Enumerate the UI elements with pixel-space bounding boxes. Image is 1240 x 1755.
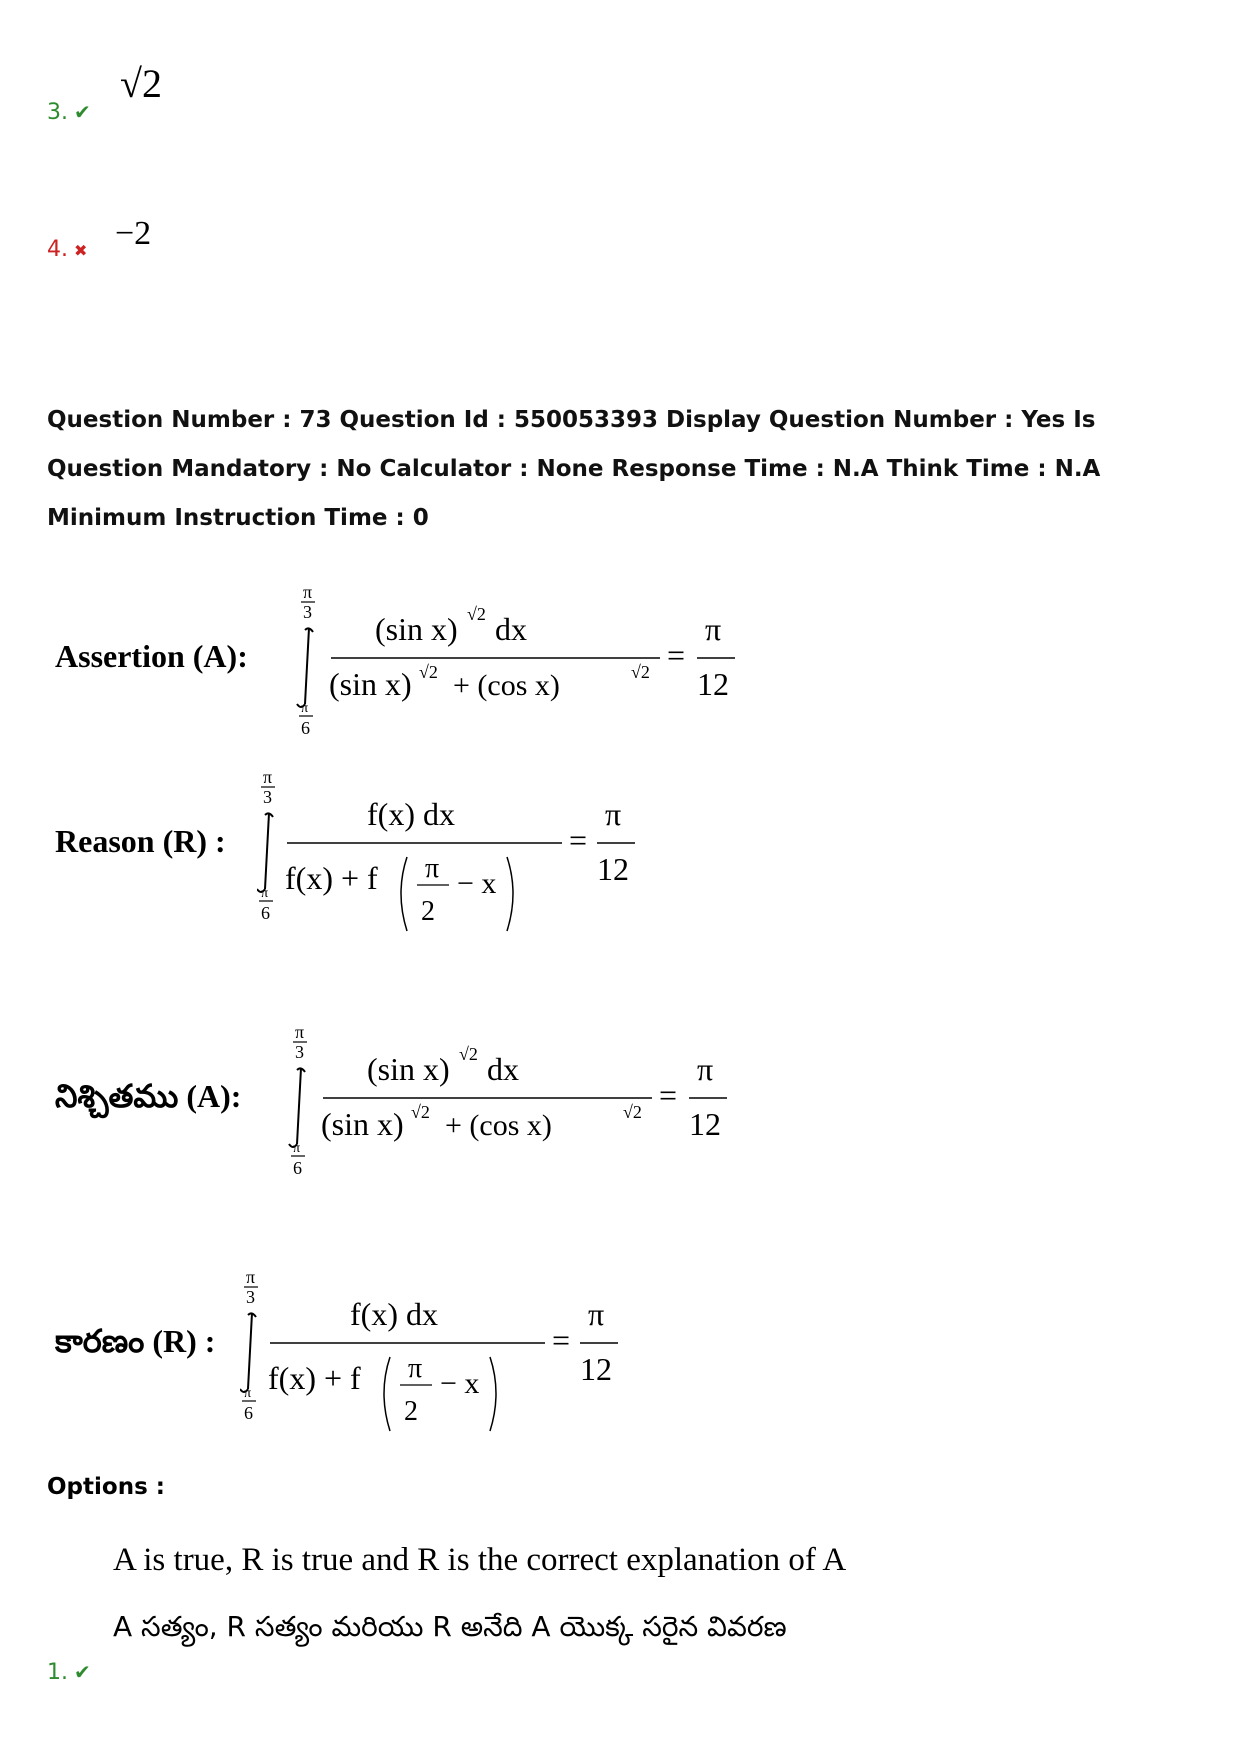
svg-text:π: π [293,1141,301,1156]
option-4-value: −2 [115,215,152,252]
svg-text:f(x) + f: f(x) + f [285,860,378,896]
option-1-number: 1. ✔ [47,1660,91,1685]
svg-text:(sin x): (sin x) [329,666,412,702]
svg-text:(sin x): (sin x) [367,1051,450,1087]
check-icon: ✔ [74,1660,91,1684]
option-3-value: √2 [120,61,162,106]
svg-text:+ (cos x): + (cos x) [453,669,560,702]
option-1-text-te: A సత్యం, R సత్యం మరియు R అనేది A యొక్క సరైన వివరణ [113,1610,787,1643]
svg-text:√2: √2 [631,662,650,682]
svg-text:π: π [261,886,269,901]
option-1-text-en: A is true, R is true and R is the correct explanation of A [113,1542,847,1578]
assertion-te [55,1020,721,1180]
svg-text:=: = [659,1077,678,1113]
reason-te-formula [240,1265,620,1445]
svg-text:π: π [263,767,273,787]
svg-text:π: π [246,1267,256,1287]
cross-icon: ✖ [74,241,88,260]
check-icon: ✔ [74,100,91,124]
svg-text:dx: dx [495,611,527,647]
reason-te [55,1265,615,1445]
svg-text:6: 6 [261,903,270,923]
svg-text:3: 3 [246,1287,255,1307]
assertion-te-label: నిశ్చితము (A): [55,1078,242,1114]
svg-text:3: 3 [303,602,312,622]
svg-text:12: 12 [597,851,629,887]
assertion-te-formula [287,1020,727,1180]
svg-text:12: 12 [697,666,729,702]
svg-text:3: 3 [295,1042,304,1062]
svg-text:π: π [605,796,622,832]
svg-text:=: = [552,1322,571,1358]
assertion-en [55,580,729,740]
svg-text:f(x) dx: f(x) dx [350,1296,438,1332]
svg-text:6: 6 [301,718,310,738]
reason-en [55,765,629,945]
reason-te-label: కారణం (R) : [55,1323,216,1359]
svg-text:=: = [569,822,588,858]
svg-text:6: 6 [293,1158,302,1178]
reason-formula [257,765,637,945]
svg-text:2: 2 [421,896,435,927]
svg-text:√2: √2 [419,662,438,682]
svg-text:√2: √2 [467,604,486,624]
svg-text:+ (cos x): + (cos x) [445,1109,552,1142]
svg-text:π: π [705,611,722,647]
svg-text:√2: √2 [623,1102,642,1122]
svg-text:π: π [588,1296,605,1332]
assertion-formula [295,580,735,740]
svg-text:π: π [303,582,313,602]
option-3-number: 3. ✔ [47,100,91,125]
svg-text:√2: √2 [459,1044,478,1064]
svg-text:dx: dx [487,1051,519,1087]
svg-text:π: π [408,1353,423,1384]
svg-text:− x: − x [440,1367,480,1400]
svg-text:12: 12 [689,1106,721,1142]
svg-text:6: 6 [244,1403,253,1423]
svg-text:π: π [697,1051,714,1087]
svg-text:(sin x): (sin x) [375,611,458,647]
svg-text:=: = [667,637,686,673]
svg-text:2: 2 [404,1396,418,1427]
svg-text:π: π [295,1022,305,1042]
svg-text:− x: − x [457,867,497,900]
svg-text:f(x) dx: f(x) dx [367,796,455,832]
svg-text:(sin x): (sin x) [321,1106,404,1142]
svg-text:π: π [301,701,309,716]
options-title: Options : [47,1474,165,1500]
assertion-label: Assertion (A): [55,638,248,674]
svg-text:12: 12 [580,1351,612,1387]
option-4-number: 4. ✖ [47,237,88,262]
svg-text:√2: √2 [411,1102,430,1122]
svg-text:3: 3 [263,787,272,807]
svg-text:π: π [244,1386,252,1401]
svg-text:f(x) + f: f(x) + f [268,1360,361,1396]
svg-text:π: π [425,853,440,884]
question-meta: Question Number : 73 Question Id : 550053393 Display Question Number : Yes Is Question Mandatory : No Calculator : None Response Time : N.A Think Time : N.A Minimum Instruction Time : 0 [47,407,1101,531]
reason-label: Reason (R) : [55,823,226,859]
